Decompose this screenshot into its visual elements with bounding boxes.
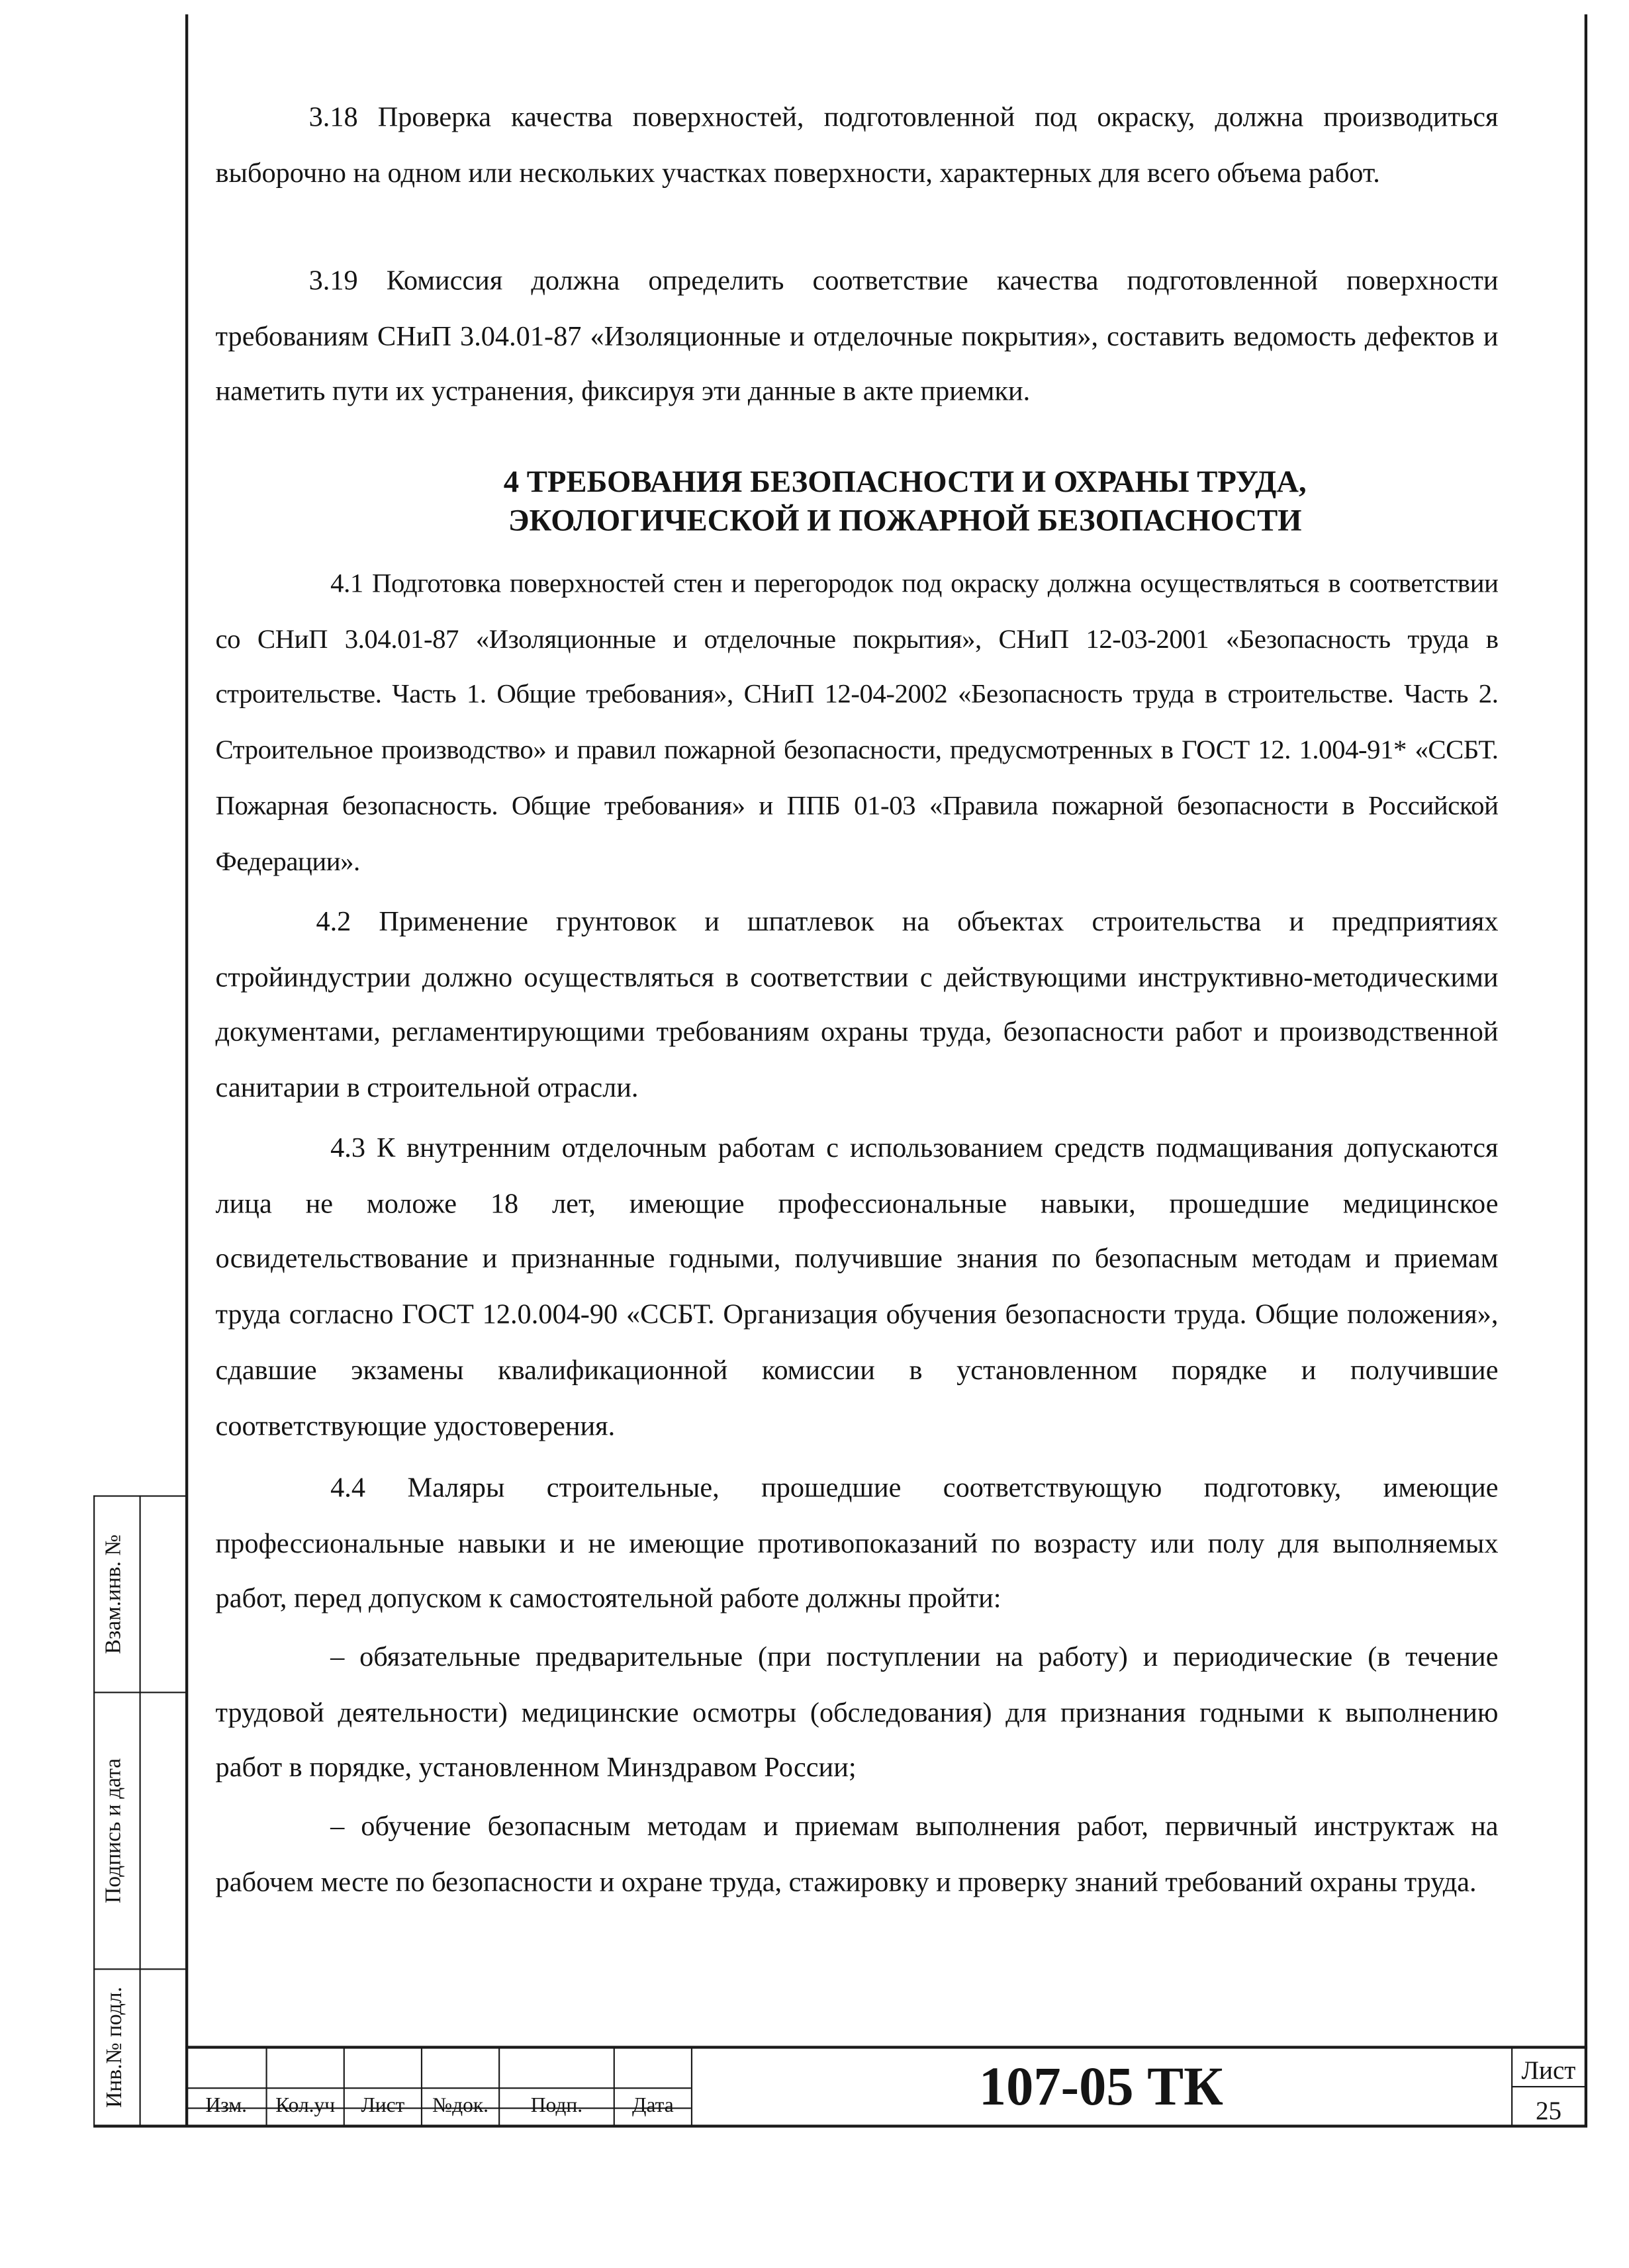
titleblock-top-line <box>185 2046 1587 2048</box>
col-podp: Подп. <box>530 2094 583 2118</box>
col-data: Дата <box>631 2094 674 2118</box>
section-4-heading <box>187 463 1623 541</box>
heading-line-1: 4 ТРЕБОВАНИЯ БЕЗОПАСНОСТИ И ОХРАНЫ ТРУДА, <box>503 464 1307 499</box>
stamp-inv-podl: Инв.№ подл. <box>102 1985 126 2107</box>
document-code: 107-05 ТК <box>978 2057 1223 2118</box>
paragraph-4-3: 4.3 К внутренним отделочным работам с использованием средств подмащивания допускаются лица не моложе 18 лет, имеющие профессиональные навыки, прошедшие медицинское освидетельствование и признанные годными, получившие знания по безопасным методам и приемам труда согласно ГОСТ 12.0.004-90 «ССБТ. Организация обучения безопасности труда. Общие положения», сдавшие экзамены квалификационной комиссии в установленном порядке и получившие соответствующие удостоверения. <box>215 1134 1499 1442</box>
col-kol-uch: Кол.уч <box>275 2094 336 2118</box>
stamp-mid-line <box>140 1495 141 2126</box>
titleblock-row-line-1 <box>185 2087 691 2089</box>
stamp-vzam-inv: Взам.инв. № <box>102 1533 126 1654</box>
stamp-left-line <box>93 1495 95 2126</box>
paragraph-4-2: 4.2 Применение грунтовок и шпатлевок на объектах строительства и предприятиях стройиндустрии должно осуществляться в соответствии с действующими инструктивно-методическими документами, регламентирующими требованиям охраны труда, безопасности работ и производственной санитарии в строительной отрасли. <box>215 907 1499 1105</box>
heading-line-2: ЭКОЛОГИЧЕСКОЙ И ПОЖАРНОЙ БЕЗОПАСНОСТИ <box>508 503 1302 538</box>
col-list: Лист <box>361 2094 405 2118</box>
paragraph-4-1: 4.1 Подготовка поверхностей стен и перегородок под окраску должна осуществляться в соответствии со СНиП 3.04.01-87 «Изоляционные и отделочные покрытия», СНиП 12-03-2001 «Безопасность труда в строительстве. Часть 1. Общие требования», СНиП 12-04-2002 «Безопасность труда в строительстве. Часть 2. Строительное производство» и правил пожарной безопасности, предусмотренных в ГОСТ 12. 1.004-91* «ССБТ. Пожарная безопасность. Общие требования» и ППБ 01-03 «Правила пожарной безопасности в Российской Федерации». <box>215 569 1499 877</box>
col-ndok: №док. <box>432 2094 489 2118</box>
frame-bottom-line <box>93 2124 1587 2127</box>
paragraph-3-18: 3.18 Проверка качества поверхностей, подготовленной под окраску, должна производиться выборочно на одном или нескольких участках поверхности, характерных для всего объема работ. <box>215 103 1499 189</box>
stamp-podpis-data: Подпись и дата <box>102 1757 126 1903</box>
bullet-medical-exams: – обязательные предварительные (при поступлении на работу) и периодические (в течение трудовой деятельности) медицинские осмотры (обследования) для признания годными к выполнению работ в порядке, установленном Минздравом России; <box>215 1643 1499 1784</box>
sheet-label: Лист <box>1521 2056 1576 2085</box>
col-izm: Изм. <box>205 2094 248 2118</box>
frame-right-line <box>1585 15 1587 2126</box>
paragraph-3-19: 3.19 Комиссия должна определить соответствие качества подготовленной поверхности требованиям СНиП 3.04.01-87 «Изоляционные и отделочные покрытия», составить ведомость дефектов и наметить пути их устранения, фиксируя эти данные в акте приемки. <box>215 266 1499 408</box>
frame-left-line <box>185 15 188 2126</box>
bullet-safety-training: – обучение безопасным методам и приемам выполнения работ, первичный инструктаж на рабочем месте по безопасности и охране труда, стажировку и проверку знаний требований охраны труда. <box>215 1812 1499 1898</box>
sheet-number: 25 <box>1535 2096 1562 2125</box>
paragraph-4-4: 4.4 Маляры строительные, прошедшие соответствующую подготовку, имеющие профессиональные навыки и не имеющие противопоказаний по возрасту или полу для выполняемых работ, перед допуском к самостоятельной работе должны пройти: <box>215 1473 1499 1615</box>
